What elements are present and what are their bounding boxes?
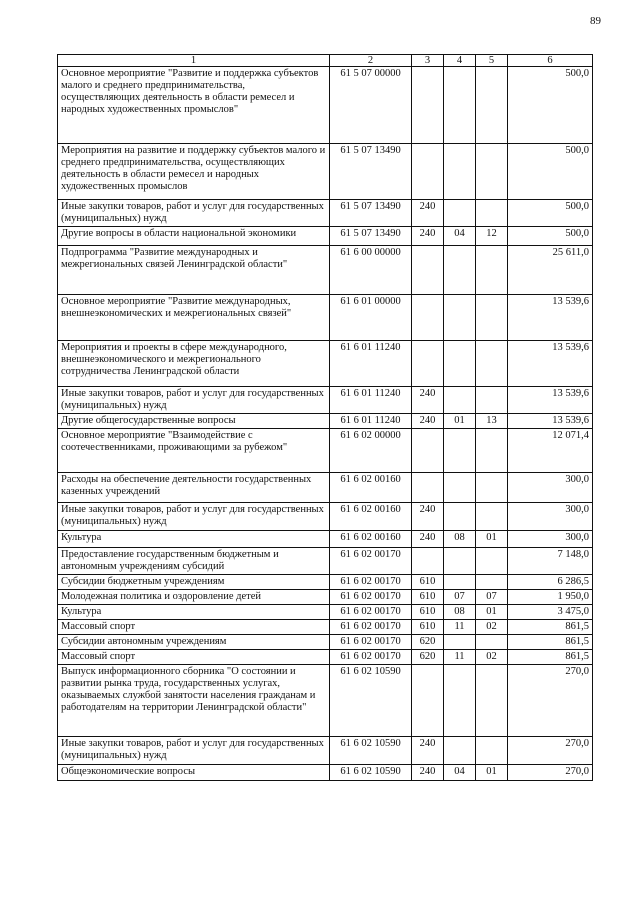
subsection-cell	[476, 737, 508, 765]
amount-cell: 500,0	[508, 67, 593, 144]
amount-cell: 270,0	[508, 665, 593, 737]
table-row	[58, 548, 593, 575]
code-cell: 61 5 07 13490	[330, 227, 412, 246]
table-row	[58, 590, 593, 605]
subsection-cell	[476, 144, 508, 200]
subsection-cell	[476, 341, 508, 387]
code-cell: 61 6 02 10590	[330, 765, 412, 781]
table-row	[58, 227, 593, 246]
subsection-cell: 02	[476, 650, 508, 665]
expense-type-cell: 610	[412, 575, 444, 590]
name-cell: Массовый спорт	[58, 620, 330, 635]
subsection-cell: 12	[476, 227, 508, 246]
name-cell: Иные закупки товаров, работ и услуг для государственных (муниципальных) нужд	[58, 737, 330, 765]
code-cell: 61 6 02 00160	[330, 531, 412, 548]
table-row	[58, 144, 593, 200]
code-cell: 61 6 02 00000	[330, 429, 412, 473]
expense-type-cell: 240	[412, 387, 444, 414]
name-cell: Другие общегосударственные вопросы	[58, 414, 330, 429]
expense-type-cell	[412, 246, 444, 295]
code-cell: 61 6 01 11240	[330, 414, 412, 429]
amount-cell: 13 539,6	[508, 341, 593, 387]
expense-type-cell: 240	[412, 503, 444, 531]
table-row	[58, 341, 593, 387]
name-cell: Культура	[58, 531, 330, 548]
code-cell: 61 6 02 00160	[330, 503, 412, 531]
amount-cell: 3 475,0	[508, 605, 593, 620]
name-cell: Выпуск информационного сборника "О состоянии и развитии рынка труда, государственных услугах, оказываемых службой занятости населения гражданам и работодателям на территории Ленинградской области"	[58, 665, 330, 737]
expense-type-cell	[412, 67, 444, 144]
name-cell: Иные закупки товаров, работ и услуг для государственных (муниципальных) нужд	[58, 200, 330, 227]
section-cell: 11	[444, 620, 476, 635]
expense-type-cell	[412, 144, 444, 200]
code-cell: 61 6 02 10590	[330, 665, 412, 737]
amount-cell: 861,5	[508, 620, 593, 635]
expense-type-cell	[412, 548, 444, 575]
subsection-cell	[476, 575, 508, 590]
section-cell: 08	[444, 605, 476, 620]
subsection-cell: 01	[476, 605, 508, 620]
code-cell: 61 6 02 00170	[330, 590, 412, 605]
table-row	[58, 295, 593, 341]
expense-type-cell: 240	[412, 737, 444, 765]
header-cell: 1	[58, 55, 330, 67]
subsection-cell	[476, 246, 508, 295]
subsection-cell	[476, 295, 508, 341]
section-cell	[444, 575, 476, 590]
header-cell: 5	[476, 55, 508, 67]
name-cell: Общеэкономические вопросы	[58, 765, 330, 781]
table-row	[58, 67, 593, 144]
code-cell: 61 6 01 11240	[330, 341, 412, 387]
expense-type-cell: 240	[412, 200, 444, 227]
expense-type-cell	[412, 429, 444, 473]
table-row	[58, 575, 593, 590]
subsection-cell: 02	[476, 620, 508, 635]
code-cell: 61 6 01 11240	[330, 387, 412, 414]
name-cell: Субсидии автономным учреждениям	[58, 635, 330, 650]
header-cell: 6	[508, 55, 593, 67]
table-row	[58, 635, 593, 650]
amount-cell: 6 286,5	[508, 575, 593, 590]
subsection-cell	[476, 665, 508, 737]
amount-cell: 270,0	[508, 765, 593, 781]
amount-cell: 500,0	[508, 200, 593, 227]
amount-cell: 7 148,0	[508, 548, 593, 575]
name-cell: Мероприятия на развитие и поддержку субъектов малого и среднего предпринимательства, осуществляющих деятельность в области ремесел и народных художественных промыслов	[58, 144, 330, 200]
table-row	[58, 503, 593, 531]
section-cell: 04	[444, 765, 476, 781]
section-cell	[444, 144, 476, 200]
name-cell: Расходы на обеспечение деятельности государственных казенных учреждений	[58, 473, 330, 503]
code-cell: 61 6 02 00170	[330, 605, 412, 620]
amount-cell: 13 539,6	[508, 387, 593, 414]
code-cell: 61 6 01 00000	[330, 295, 412, 341]
section-cell	[444, 429, 476, 473]
subsection-cell	[476, 67, 508, 144]
section-cell	[444, 635, 476, 650]
table-row	[58, 473, 593, 503]
amount-cell: 13 539,6	[508, 414, 593, 429]
section-cell	[444, 548, 476, 575]
section-cell: 07	[444, 590, 476, 605]
subsection-cell	[476, 635, 508, 650]
header-cell: 2	[330, 55, 412, 67]
section-cell	[444, 67, 476, 144]
name-cell: Массовый спорт	[58, 650, 330, 665]
code-cell: 61 5 07 00000	[330, 67, 412, 144]
header-row	[58, 55, 593, 67]
code-cell: 61 6 02 10590	[330, 737, 412, 765]
page-number: 89	[590, 15, 601, 27]
code-cell: 61 6 00 00000	[330, 246, 412, 295]
expense-type-cell	[412, 341, 444, 387]
amount-cell: 25 611,0	[508, 246, 593, 295]
amount-cell: 500,0	[508, 144, 593, 200]
subsection-cell	[476, 503, 508, 531]
name-cell: Иные закупки товаров, работ и услуг для государственных (муниципальных) нужд	[58, 387, 330, 414]
section-cell	[444, 737, 476, 765]
section-cell	[444, 295, 476, 341]
table-row	[58, 765, 593, 781]
budget-table	[57, 54, 593, 781]
code-cell: 61 6 02 00170	[330, 575, 412, 590]
section-cell	[444, 246, 476, 295]
expense-type-cell: 240	[412, 414, 444, 429]
expense-type-cell: 610	[412, 605, 444, 620]
name-cell: Предоставление государственным бюджетным и автономным учреждениям субсидий	[58, 548, 330, 575]
subsection-cell	[476, 387, 508, 414]
section-cell: 08	[444, 531, 476, 548]
section-cell: 11	[444, 650, 476, 665]
table-row	[58, 200, 593, 227]
table-row	[58, 387, 593, 414]
section-cell: 04	[444, 227, 476, 246]
expense-type-cell: 240	[412, 765, 444, 781]
subsection-cell: 01	[476, 765, 508, 781]
name-cell: Основное мероприятие "Взаимодействие с соотечественниками, проживающими за рубежом"	[58, 429, 330, 473]
expense-type-cell: 620	[412, 635, 444, 650]
name-cell: Иные закупки товаров, работ и услуг для государственных (муниципальных) нужд	[58, 503, 330, 531]
amount-cell: 861,5	[508, 650, 593, 665]
table-row	[58, 531, 593, 548]
expense-type-cell: 240	[412, 531, 444, 548]
code-cell: 61 6 02 00160	[330, 473, 412, 503]
code-cell: 61 5 07 13490	[330, 144, 412, 200]
section-cell	[444, 200, 476, 227]
table-row	[58, 605, 593, 620]
section-cell: 01	[444, 414, 476, 429]
code-cell: 61 6 02 00170	[330, 635, 412, 650]
subsection-cell: 13	[476, 414, 508, 429]
table-row	[58, 737, 593, 765]
subsection-cell	[476, 200, 508, 227]
section-cell	[444, 665, 476, 737]
section-cell	[444, 341, 476, 387]
expense-type-cell: 610	[412, 620, 444, 635]
name-cell: Субсидии бюджетным учреждениям	[58, 575, 330, 590]
table-row	[58, 665, 593, 737]
name-cell: Основное мероприятие "Развитие международных, внешнеэкономических и межрегиональных связей"	[58, 295, 330, 341]
amount-cell: 1 950,0	[508, 590, 593, 605]
amount-cell: 12 071,4	[508, 429, 593, 473]
code-cell: 61 6 02 00170	[330, 548, 412, 575]
subsection-cell: 01	[476, 531, 508, 548]
code-cell: 61 6 02 00170	[330, 650, 412, 665]
amount-cell: 270,0	[508, 737, 593, 765]
header-cell: 4	[444, 55, 476, 67]
expense-type-cell: 620	[412, 650, 444, 665]
table-row	[58, 246, 593, 295]
name-cell: Основное мероприятие "Развитие и поддержка субъектов малого и среднего предпринимательства, осуществляющих деятельность в области ремесел и народных художественных промыслов"	[58, 67, 330, 144]
subsection-cell	[476, 473, 508, 503]
code-cell: 61 5 07 13490	[330, 200, 412, 227]
subsection-cell	[476, 429, 508, 473]
name-cell: Другие вопросы в области национальной экономики	[58, 227, 330, 246]
amount-cell: 300,0	[508, 473, 593, 503]
amount-cell: 861,5	[508, 635, 593, 650]
header-cell: 3	[412, 55, 444, 67]
expense-type-cell: 610	[412, 590, 444, 605]
table-row	[58, 414, 593, 429]
amount-cell: 500,0	[508, 227, 593, 246]
table-row	[58, 620, 593, 635]
code-cell: 61 6 02 00170	[330, 620, 412, 635]
table-row	[58, 650, 593, 665]
amount-cell: 300,0	[508, 531, 593, 548]
expense-type-cell	[412, 665, 444, 737]
name-cell: Молодежная политика и оздоровление детей	[58, 590, 330, 605]
expense-type-cell	[412, 295, 444, 341]
section-cell	[444, 503, 476, 531]
table-row	[58, 429, 593, 473]
expense-type-cell	[412, 473, 444, 503]
name-cell: Мероприятия и проекты в сфере международного, внешнеэкономического и межрегионального сотрудничества Ленинградской области	[58, 341, 330, 387]
subsection-cell	[476, 548, 508, 575]
subsection-cell: 07	[476, 590, 508, 605]
section-cell	[444, 387, 476, 414]
expense-type-cell: 240	[412, 227, 444, 246]
amount-cell: 300,0	[508, 503, 593, 531]
name-cell: Культура	[58, 605, 330, 620]
name-cell: Подпрограмма "Развитие международных и межрегиональных связей Ленинградской области"	[58, 246, 330, 295]
amount-cell: 13 539,6	[508, 295, 593, 341]
section-cell	[444, 473, 476, 503]
